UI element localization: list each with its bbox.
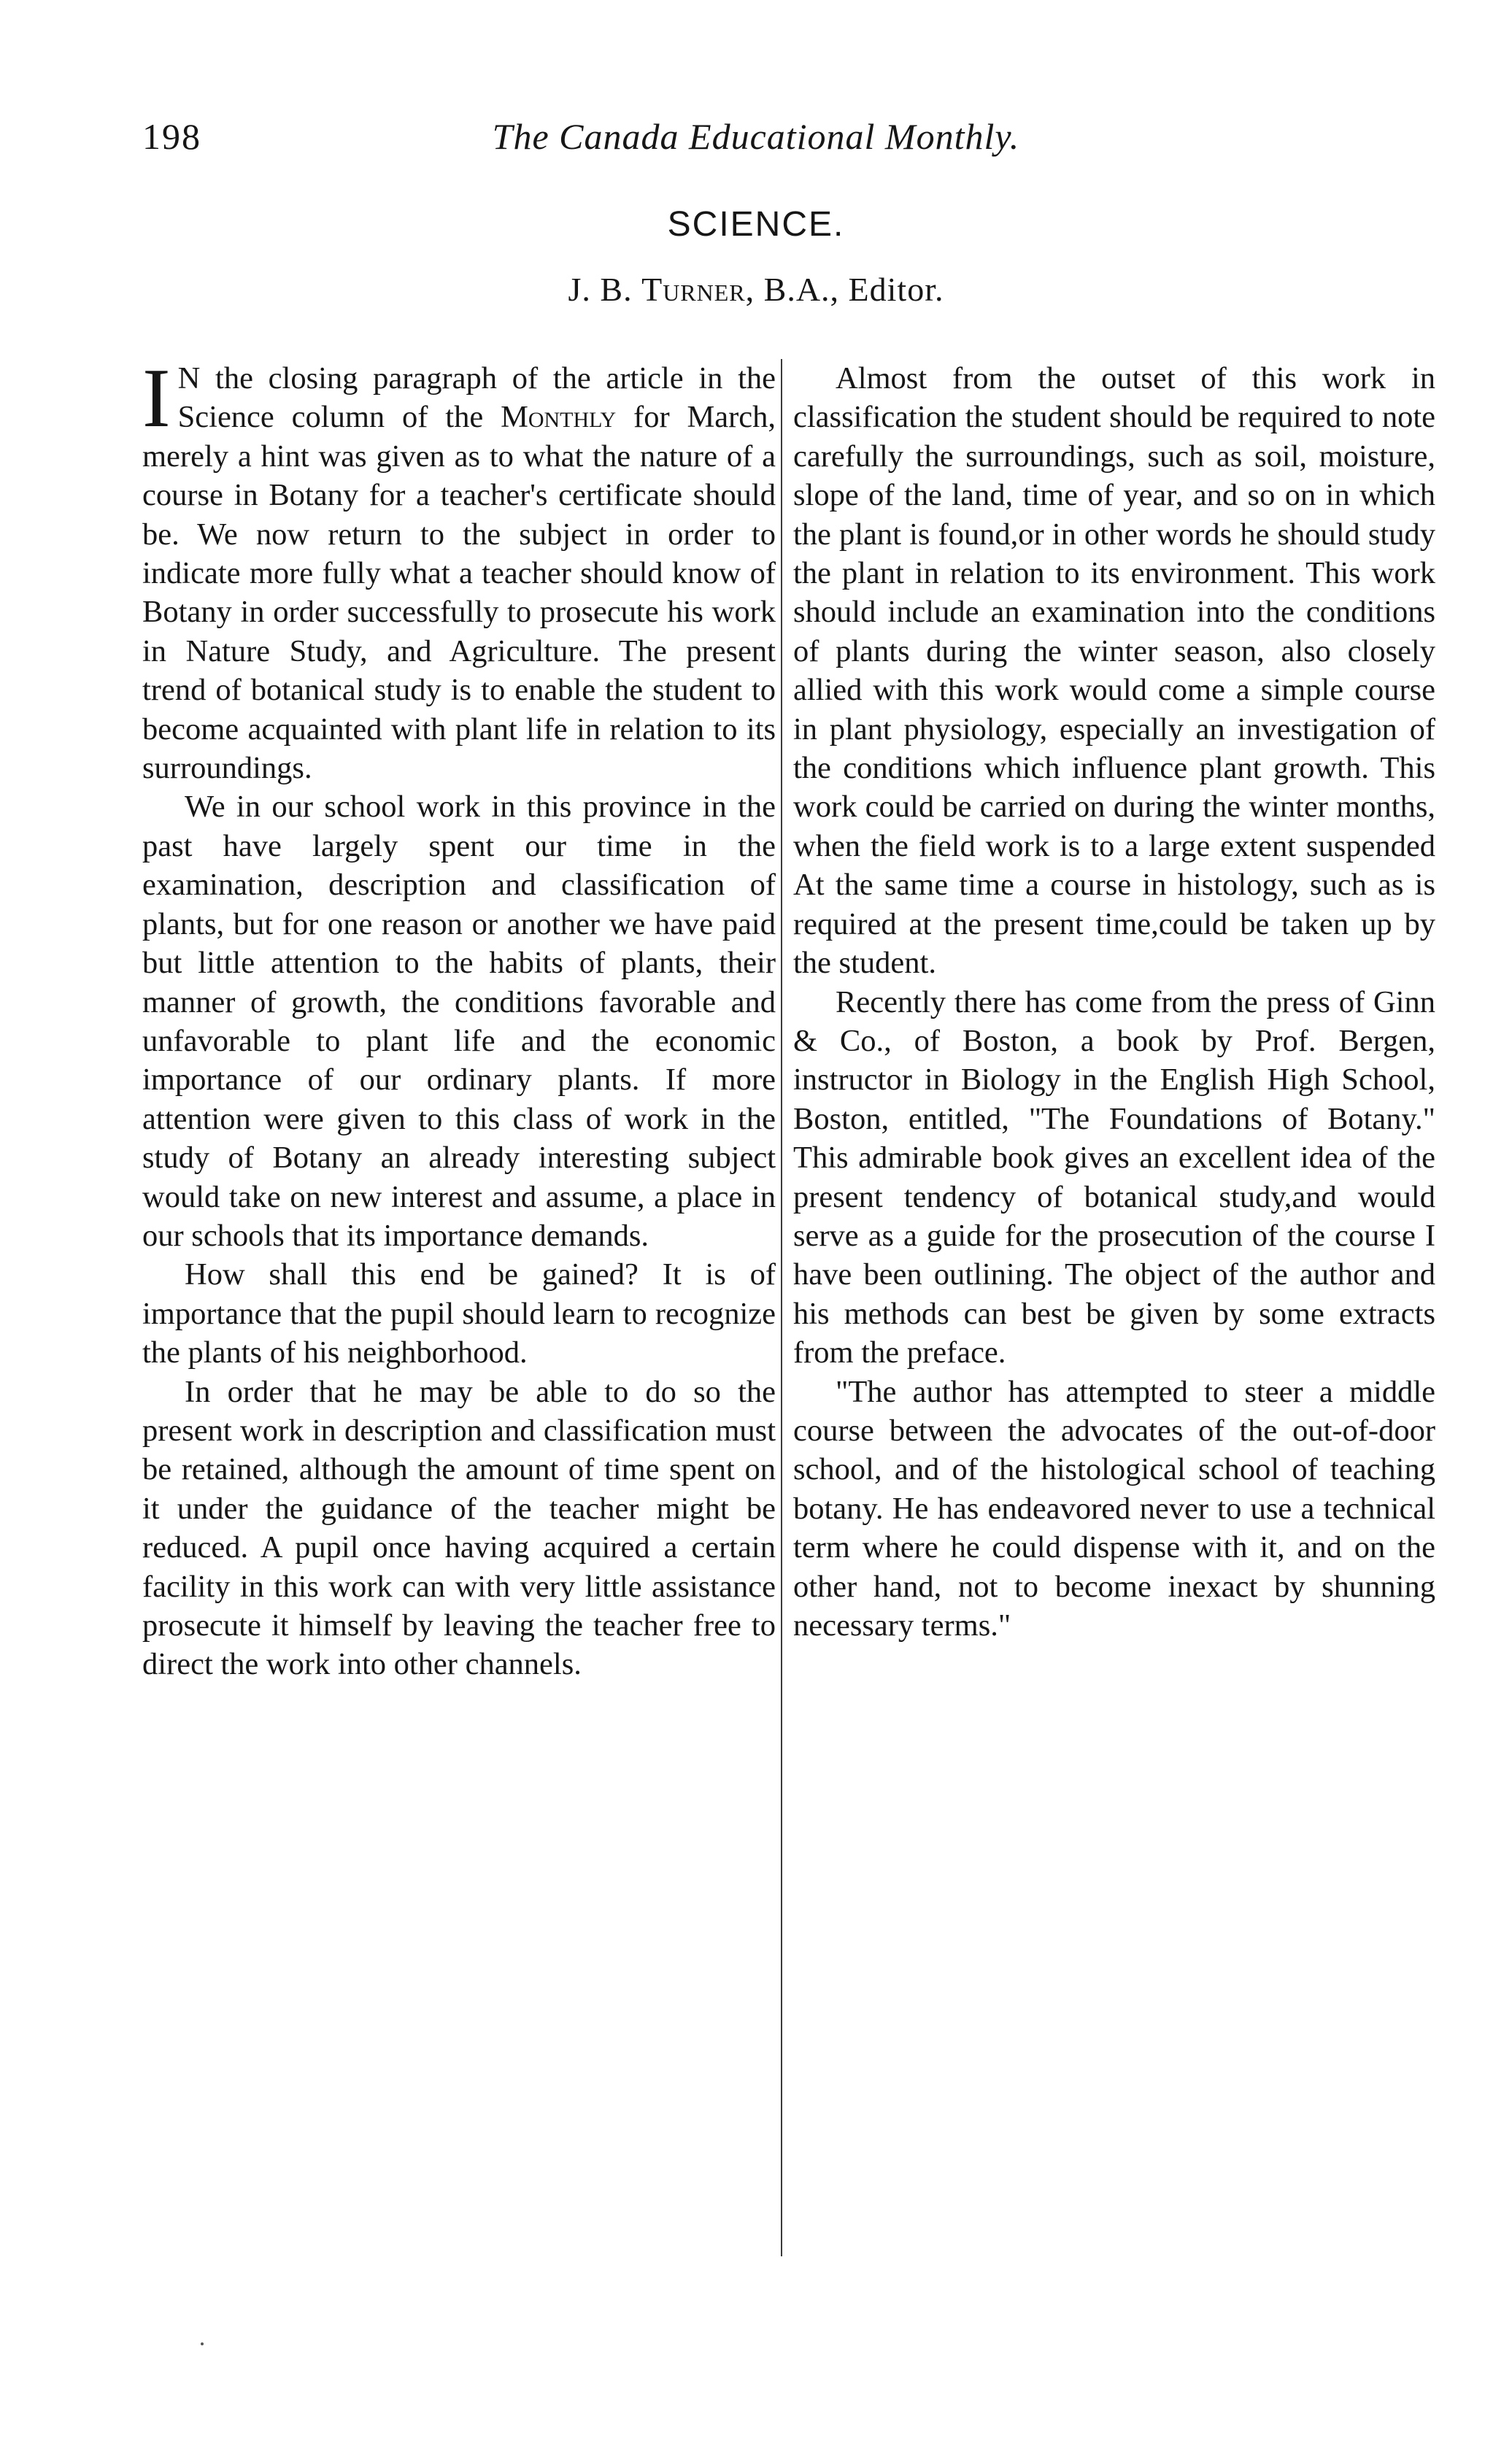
paragraph: How shall this end be gained? It is of importance that the pupil should learn to recognize the plants of his neighborhood. bbox=[142, 1257, 776, 1370]
paragraph: Recently there has come from the press of Ginn & Co., of Boston, a book by Prof. Bergen, instructor in Biology in the English High School, Boston, entitled, "The Foundations of Botany." This admirable book gives an excellent idea of the present tendency of botanical study,and would serve as a guide for the prosecution of the course I have been outlining. The object of the author and his methods can best be given by some extracts from the preface. bbox=[793, 984, 1435, 1370]
right-column bbox=[793, 359, 1435, 1645]
paragraph bbox=[142, 352, 776, 787]
page-number: 198 bbox=[142, 116, 201, 157]
drop-cap: I bbox=[142, 352, 171, 445]
editor-suffix: , B.A., Editor. bbox=[745, 271, 944, 308]
paragraph-text: N the closing paragraph of the article in the Science column of the bbox=[177, 361, 776, 435]
editor-surname: Turner bbox=[641, 271, 746, 308]
column-divider bbox=[781, 359, 782, 2256]
paragraph: Almost from the outset of this work in classification the student should be required to note carefully the surroundings, such as soil, moisture, slope of the land, time of year, and so on in which the plant is found,or in other words he should study the plant in relation to its environment. This work should include an examination into the conditions of plants during the winter season, also closely allied with this work would come a simple course in plant physiology, especially an investigation of the conditions which influence plant growth. This work could be carried on during the winter months, when the field work is to a large extent suspended At the same time a course in histology, such as is required at the present time,could be taken up by the student. bbox=[793, 361, 1435, 981]
paragraph: We in our school work in this province in the past have largely spent our time in the examination, description and classification of plants, but for one reason or another we have paid but little attention to the habits of plants, their manner of growth, the conditions favorable and unfavorable to plant life and the economic importance of our ordinary plants. If more attention were given to this class of work in the study of Botany an already interesting subject would take on new interest and assume, a place in our schools that its importance demands. bbox=[142, 790, 776, 1253]
paragraph: In order that he may be able to do so the present work in description and classification must be retained, although the amount of time spent on it under the guidance of the teacher might be reduced. A pupil once having acquired a certain facility in this work can with very little assistance prosecute it himself by leaving the teacher free to direct the work into other channels. bbox=[142, 1374, 776, 1682]
left-column bbox=[142, 352, 776, 1684]
editor-initials: J. B. bbox=[568, 271, 633, 308]
running-head bbox=[142, 115, 1370, 166]
journal-title: The Canada Educational Monthly. bbox=[492, 116, 1020, 157]
section-title: SCIENCE. bbox=[667, 205, 845, 244]
journal-name-smallcaps: Monthly bbox=[501, 400, 617, 435]
paragraph: "The author has attempted to steer a middle course between the advocates of the out-of-door school, and of the histological school of teaching botany. He has endeavored never to use a technical term where he could dispense with it, and on the other hand, not to become inexact by shunning necessary terms." bbox=[793, 1374, 1435, 1643]
paper-speck bbox=[201, 2342, 204, 2345]
editor-byline bbox=[0, 270, 1512, 309]
paragraph-text: for March, merely a hint was given as to what the nature of a course in Botany for a teacher's certificate should be. We now return to the subject in order to indicate more fully what a teacher should know of Botany in order successfully to prosecute his work in Nature Study, and Agriculture. The present trend of botanical study is to enable the student to become acquainted with plant life in relation to its surroundings. bbox=[142, 400, 776, 786]
